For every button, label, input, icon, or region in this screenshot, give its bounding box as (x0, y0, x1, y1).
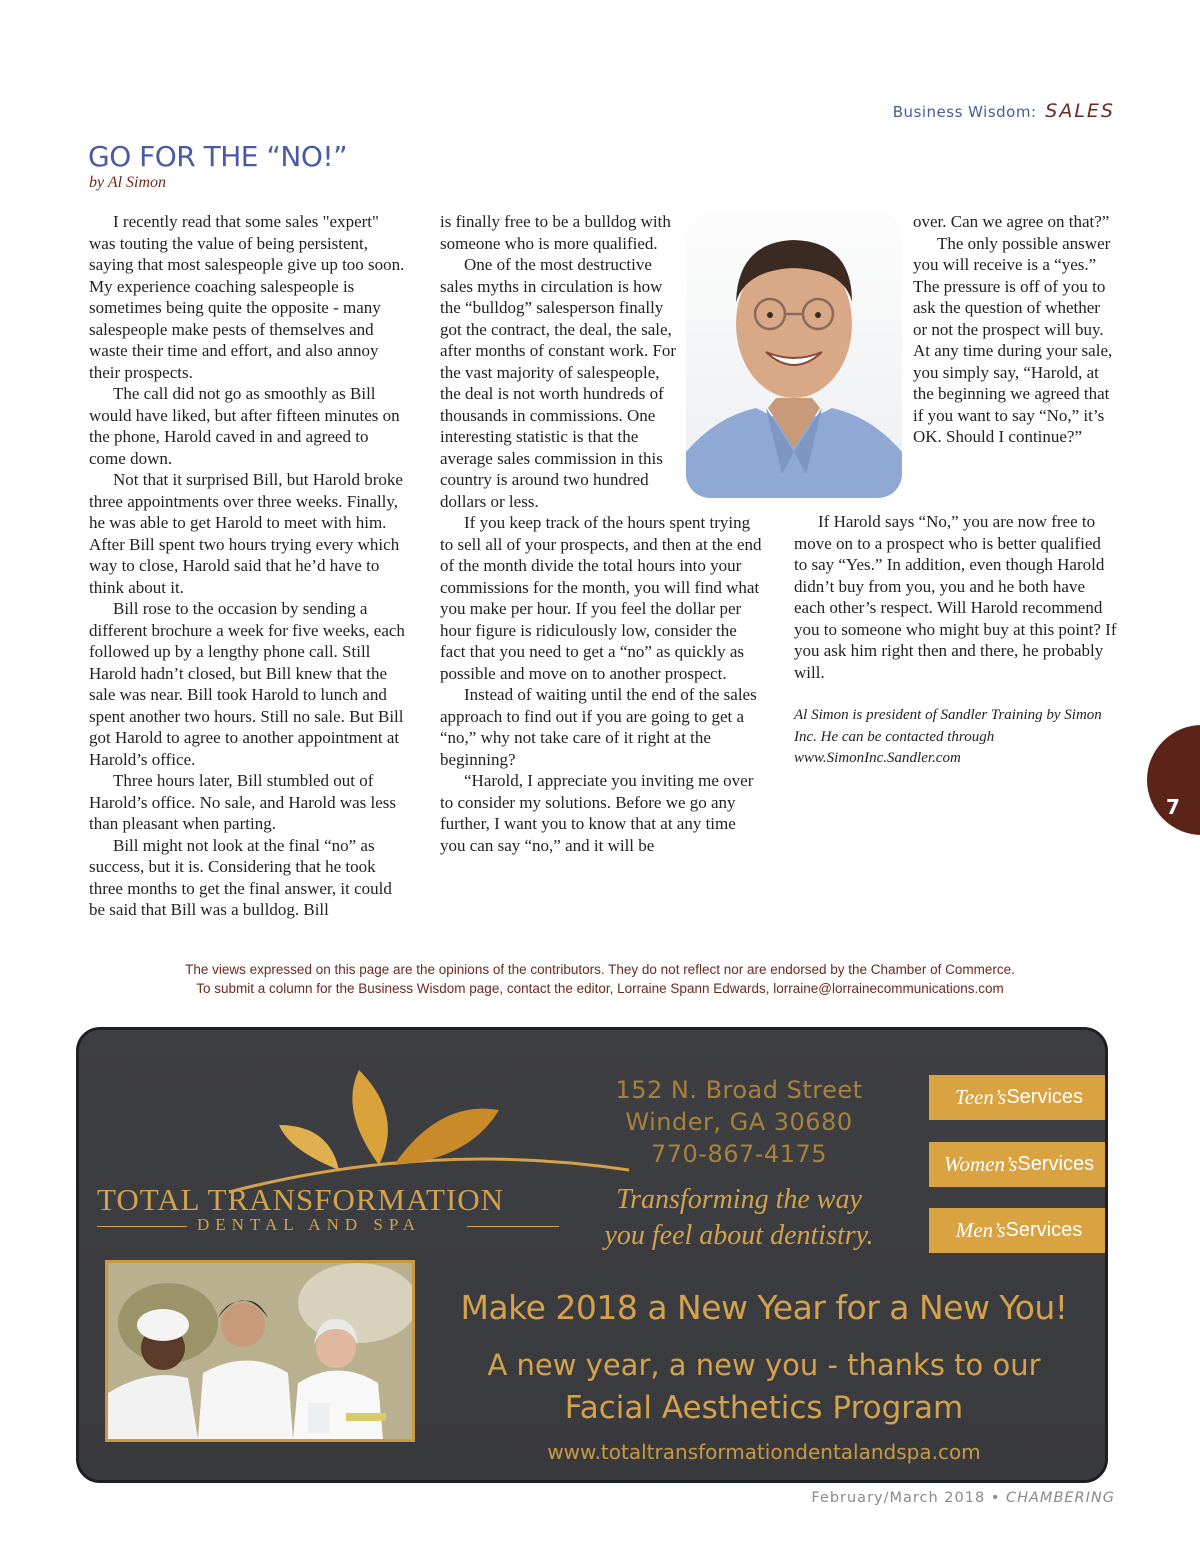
ad-headline: Make 2018 a New Year for a New You! (460, 1288, 1068, 1327)
paragraph: One of the most destructive sales myths in circulation is how the “bulldog” salesperson finally got the contract, the deal, the sale, after months of constant work. For the vast majority of salespeople, the deal is not worth hundreds of thousands in commissions. One interesting statistic is that the average sales commission in this country is around two hundred dollars or less. (440, 255, 677, 511)
ad-slogan (559, 1182, 919, 1254)
section-topic: SALES (1045, 100, 1115, 122)
service-name: Men’s (955, 1218, 1006, 1242)
issue-date: February/March 2018 • (811, 1490, 1001, 1506)
paragraph: I recently read that some sales "expert" was touting the value of being persistent, saying that most salespeople give up too soon. My experience coaching salespeople is sometimes being quite the opposite - many salespeople make pests of themselves and waste their time and effort, and also annoy their prospects. (89, 212, 405, 382)
advertisement[interactable] (76, 1027, 1108, 1483)
paragraph: Three hours later, Bill stumbled out of Harold’s office. No sale, and Harold was less than pleasant when parting. (89, 771, 397, 833)
page-number: 7 (1166, 795, 1180, 819)
teens-services-button[interactable] (929, 1075, 1108, 1120)
paragraph: The call did not go as smoothly as Bill would have liked, but after fifteen minutes on the phone, Harold caved in and agreed to come down. (89, 384, 400, 468)
section-header (893, 100, 1115, 122)
mens-services-button[interactable] (929, 1208, 1108, 1253)
spa-women-illustration (108, 1263, 412, 1439)
disclaimer-line-1: The views expressed on this page are the opinions of the contributors. They do not reflect nor are endorsed by the Chamber of Commerce. (185, 962, 1015, 977)
paragraph: If you keep track of the hours spent trying to sell all of your prospects, and then at the end of the month divide the total hours into your commissions for the month, you will find what you make per hour. If you feel the dollar per hour figure is ridiculously low, consider the fact that you need to get a “no” as quickly as possible and move on to another prospect. (440, 513, 762, 683)
service-suffix: Services (1005, 1219, 1083, 1241)
author-photo (686, 212, 902, 498)
article-column-3-bottom (794, 511, 1118, 770)
brand-name: TOTAL TRANSFORMATION (97, 1182, 505, 1217)
byline: by Al Simon (89, 174, 167, 191)
spa-women-photo (105, 1260, 415, 1442)
paragraph: If Harold says “No,” you are now free to move on to a prospect who is better qualified to say “Yes.” In addition, even though Harold didn’t buy from you, you and he both have each other’s respect. Will Harold recommend you to someone who might buy at this point? If you ask him right then and there, he probably will. (794, 512, 1117, 682)
article-column-3-top (913, 211, 1118, 448)
paragraph: is finally free to be a bulldog with someone who is more qualified. (440, 212, 671, 253)
ad-phone[interactable]: 770-867-4175 (650, 1140, 827, 1168)
ad-address-line-1: 152 N. Broad Street (615, 1076, 863, 1104)
paragraph: Bill rose to the occasion by sending a different brochure a week for five weeks, each followed up by a lengthy phone call. Still Harold hadn’t closed, but Bill knew that the sale was near. Bill took Harold to lunch and spent another two hours. Still no sale. But Bill got Harold to agree to another appointment at Harold’s office. (89, 599, 405, 769)
service-suffix: Services (1017, 1153, 1095, 1175)
author-bio: Al Simon is president of Sandler Training by Simon Inc. He can be contacted through www.SimonInc.Sandler.com (794, 707, 1102, 766)
paragraph: Bill might not look at the final “no” as success, but it is. Considering that he took three months to get the final answer, it could be said that Bill was a bulldog. Bill (89, 835, 392, 919)
divider (467, 1226, 559, 1227)
ad-subheadline: A new year, a new you - thanks to our (487, 1348, 1041, 1382)
paragraph: Instead of waiting until the end of the sales approach to find out if you are going to get a “no,” why not take care of it right at the beginning? (440, 685, 757, 769)
ad-website-link[interactable]: www.totaltransformationdentalandspa.com (547, 1440, 981, 1464)
paragraph: The only possible answer you will receive is a “yes.” The pressure is off of you to ask the question of whether or not the prospect will buy. At any time during your sale, you simply say, “Harold, at the beginning we agreed that if you want to say “No,” it’s OK. Should I continue?” (913, 233, 1113, 446)
brand-subtitle: DENTAL AND SPA (197, 1215, 422, 1234)
ad-program-name: Facial Aesthetics Program (564, 1390, 964, 1426)
paragraph: Not that it surprised Bill, but Harold broke three appointments over three weeks. Finally, he was able to get Harold to meet with him. After Bill spent two hours trying every which way to close, Harold said that he’d have to think about it. (89, 470, 403, 597)
disclaimer-line-2: To submit a column for the Business Wisdom page, contact the editor, Lorraine Spann Edwards, lorraine@lorrainecommunications.com (196, 981, 1004, 996)
brand-subtitle-row (97, 1215, 559, 1239)
ad-address-line-2: Winder, GA 30680 (625, 1108, 853, 1136)
slogan-line-1: Transforming the way (616, 1184, 862, 1215)
service-name: Women’s (943, 1152, 1018, 1176)
divider (97, 1226, 187, 1227)
magazine-name: CHAMBERING (1005, 1490, 1115, 1506)
article-column-1 (89, 211, 409, 921)
slogan-line-2: you feel about dentistry. (604, 1220, 874, 1251)
service-suffix: Services (1006, 1086, 1084, 1108)
page-footer (811, 1490, 1115, 1506)
article-title: GO FOR THE “NO!” (88, 140, 348, 173)
paragraph: over. Can we agree on that?” (913, 212, 1110, 231)
service-name: Teen’s (954, 1085, 1007, 1109)
paragraph: “Harold, I appreciate you inviting me over to consider my solutions. Before we go any further, I want you to know that at any time you can say “no,” and it will be (440, 771, 754, 855)
section-label: Business Wisdom: (892, 103, 1037, 121)
womens-services-button[interactable] (929, 1142, 1108, 1187)
author-portrait-illustration (686, 212, 902, 498)
